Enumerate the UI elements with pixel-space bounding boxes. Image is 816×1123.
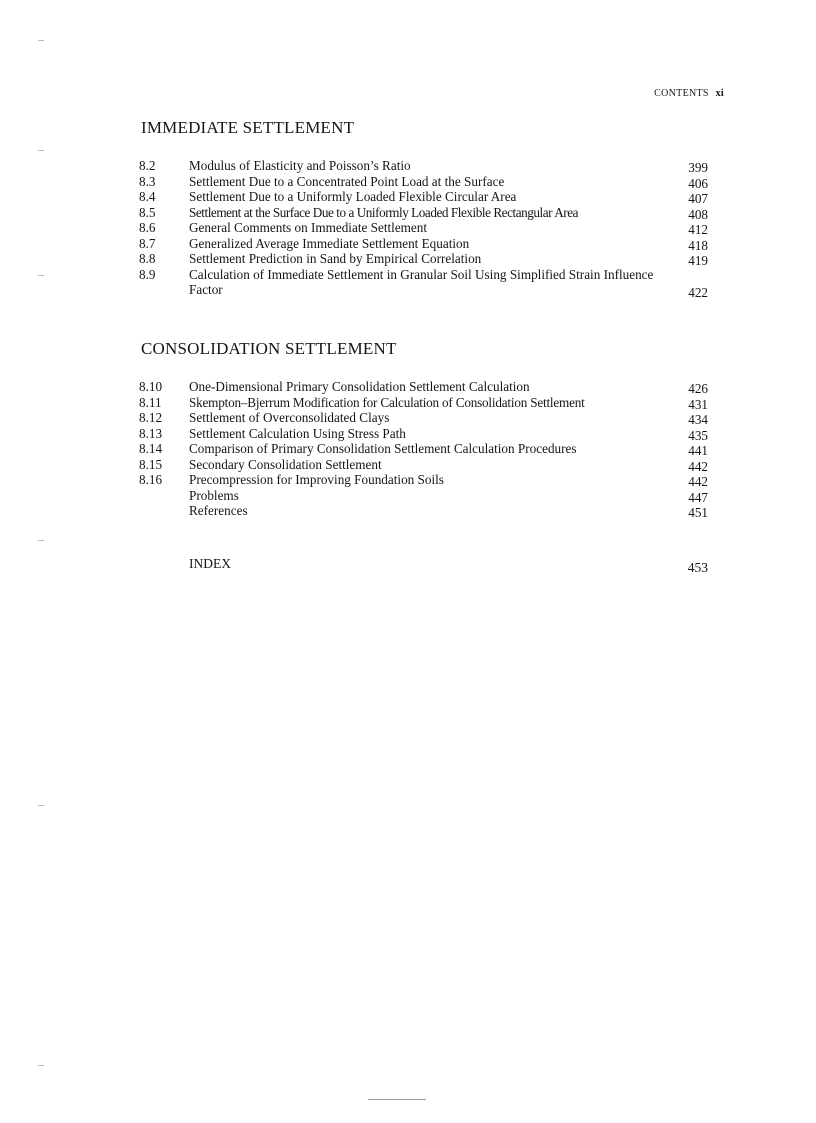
entry-title: Settlement Calculation Using Stress Path	[189, 425, 406, 441]
entry-title: Settlement at the Surface Due to a Uniformly Loaded Flexible Rectangular Area	[189, 204, 579, 220]
entry-number: 8.5	[139, 204, 156, 220]
toc-entry[interactable]	[139, 457, 720, 473]
index-title: INDEX	[189, 556, 231, 571]
entry-page: 406	[688, 175, 708, 191]
entry-number: 8.11	[139, 394, 162, 410]
toc-entry[interactable]	[139, 220, 720, 236]
toc-entry[interactable]	[139, 174, 720, 190]
entry-title: Settlement of Overconsolidated Clays	[189, 410, 390, 425]
entry-page: 442	[688, 474, 708, 489]
entry-page: 447	[688, 489, 708, 505]
entry-page: 441	[688, 443, 708, 458]
toc-entry[interactable]	[139, 472, 720, 488]
entry-title: Generalized Average Immediate Settlement Equation	[189, 235, 470, 251]
entry-page: 408	[688, 206, 708, 222]
entry-number: 8.10	[139, 379, 163, 394]
entry-page: 418	[688, 237, 708, 253]
entry-page: 412	[688, 222, 708, 237]
entry-page: 451	[688, 505, 708, 520]
scan-speck	[38, 150, 44, 151]
entry-page: 442	[688, 458, 708, 474]
scan-speck	[38, 40, 44, 41]
scan-speck	[38, 805, 44, 806]
entry-title: Secondary Consolidation Settlement	[189, 456, 382, 472]
toc-entry[interactable]	[139, 267, 720, 299]
entry-page: 426	[688, 381, 708, 396]
section-title-immediate: IMMEDIATE SETTLEMENT	[141, 118, 355, 137]
running-head	[654, 88, 724, 99]
entry-title: Modulus of Elasticity and Poisson’s Ratio	[189, 158, 411, 173]
toc-entry[interactable]	[139, 251, 720, 267]
entry-number: 8.14	[139, 441, 163, 456]
entry-title: Problems	[189, 487, 239, 503]
entry-title: One-Dimensional Primary Consolidation Settlement Calculation	[189, 379, 530, 394]
section-title-consolidation: CONSOLIDATION SETTLEMENT	[141, 339, 397, 358]
scan-artifact-line	[368, 1099, 426, 1100]
entry-title: Settlement Prediction in Sand by Empirical Correlation	[189, 251, 482, 266]
toc-entry[interactable]	[139, 205, 720, 221]
toc-entry[interactable]	[139, 441, 720, 457]
entry-page: 399	[688, 160, 708, 175]
toc-entry[interactable]	[139, 395, 720, 411]
entry-page: 434	[688, 412, 708, 427]
entry-number: 8.13	[139, 425, 163, 441]
entry-title: References	[189, 503, 248, 518]
toc-entry[interactable]	[139, 158, 720, 174]
scan-speck	[38, 1065, 44, 1066]
entry-title: Calculation of Immediate Settlement in Granular Soil Using Simplified Strain Influence Factor	[189, 266, 654, 297]
toc-entry[interactable]	[139, 379, 720, 395]
toc-list-consolidation	[139, 379, 720, 519]
entry-number: 8.4	[139, 189, 156, 204]
entry-number: 8.6	[139, 220, 156, 235]
entry-number: 8.15	[139, 456, 163, 472]
entry-page: 431	[688, 396, 708, 412]
entry-title: Precompression for Improving Foundation Soils	[189, 472, 444, 487]
entry-page: 422	[688, 284, 708, 300]
entry-number: 8.2	[139, 158, 156, 173]
toc-entry[interactable]	[139, 236, 720, 252]
entry-number: 8.9	[139, 266, 156, 282]
toc-list-immediate	[139, 158, 720, 299]
entry-title: Settlement Due to a Concentrated Point Load at the Surface	[189, 173, 505, 189]
entry-number: 8.8	[139, 251, 156, 266]
entry-number: 8.16	[139, 472, 163, 487]
entry-number: 8.7	[139, 235, 156, 251]
entry-title: Settlement Due to a Uniformly Loaded Flexible Circular Area	[189, 189, 517, 204]
toc-entry-index[interactable]	[139, 556, 720, 574]
toc-entry[interactable]	[139, 503, 720, 519]
toc-entry[interactable]	[139, 189, 720, 205]
entry-title: General Comments on Immediate Settlement	[189, 220, 428, 235]
scan-speck	[38, 540, 44, 541]
index-page: 453	[687, 560, 708, 575]
toc-entry[interactable]	[139, 488, 720, 504]
entry-title: Skempton–Bjerrum Modification for Calculation of Consolidation Settlement	[189, 394, 585, 410]
entry-page: 435	[688, 427, 708, 443]
entry-page: 407	[688, 191, 708, 206]
entry-number: 8.12	[139, 410, 163, 425]
entry-page: 419	[688, 253, 708, 268]
toc-entry[interactable]	[139, 426, 720, 442]
entry-title: Comparison of Primary Consolidation Settlement Calculation Procedures	[189, 441, 577, 456]
running-head-label: CONTENTS	[654, 88, 709, 99]
entry-number: 8.3	[139, 173, 156, 189]
scan-speck	[38, 275, 44, 276]
running-head-page: xi	[715, 88, 724, 99]
toc-entry[interactable]	[139, 410, 720, 426]
